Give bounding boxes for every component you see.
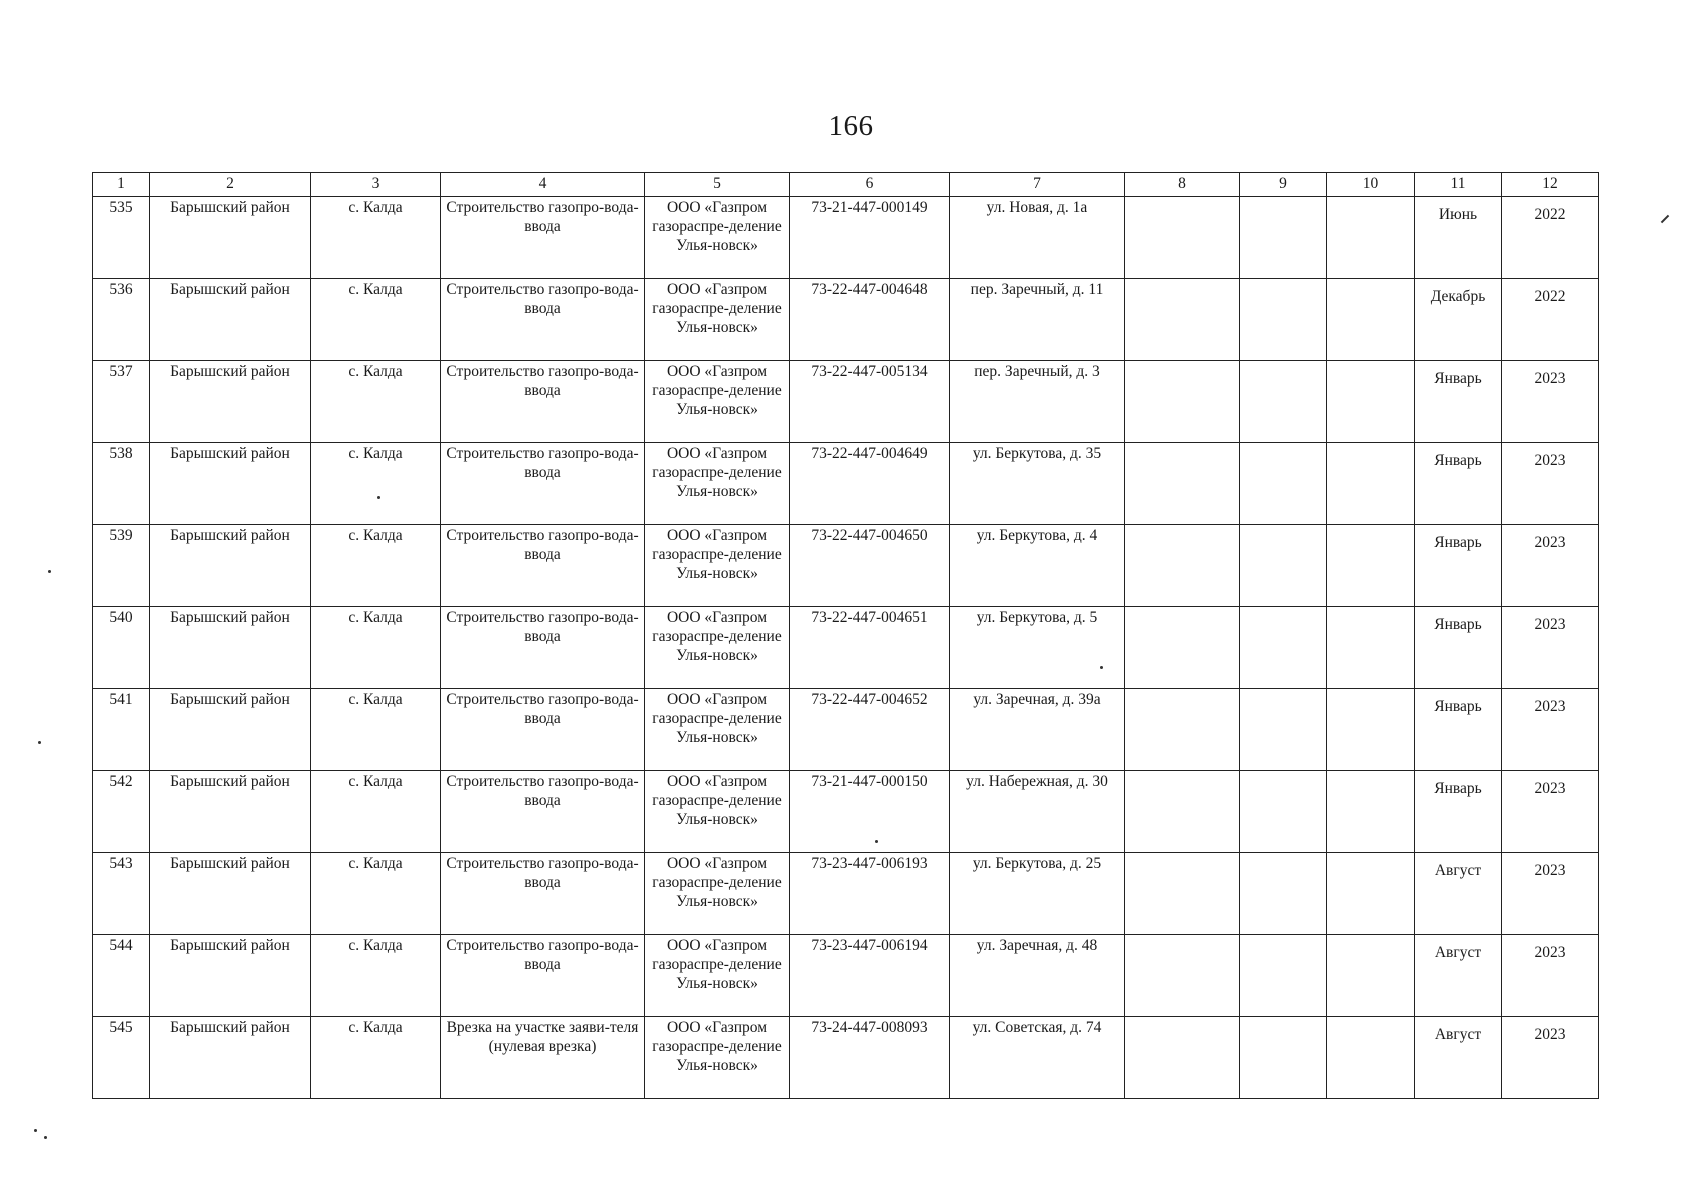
organization-cell: ООО «Газпром газораспре-деление Улья-новск»: [645, 935, 790, 1017]
column-10-cell: [1327, 279, 1415, 361]
column-header: 10: [1327, 173, 1415, 197]
table-row: [93, 197, 1599, 279]
column-header: 1: [93, 173, 150, 197]
table-row: [93, 1017, 1599, 1099]
district-cell: Барышский район: [150, 443, 311, 525]
code-cell: 73-23-447-006193: [790, 853, 950, 935]
table-row: [93, 771, 1599, 853]
year-cell: 2022: [1502, 197, 1599, 279]
settlement-cell: с. Калда: [311, 279, 441, 361]
column-10-cell: [1327, 1017, 1415, 1099]
year-cell: 2023: [1502, 1017, 1599, 1099]
address-cell: ул. Новая, д. 1а: [950, 197, 1125, 279]
column-10-cell: [1327, 361, 1415, 443]
month-cell: Январь: [1415, 443, 1502, 525]
work-type-cell: Строительство газопро-вода-ввода: [441, 279, 645, 361]
district-cell: Барышский район: [150, 689, 311, 771]
column-8-cell: [1125, 853, 1240, 935]
column-9-cell: [1240, 689, 1327, 771]
scan-mark: [875, 840, 878, 843]
row-number: 541: [93, 689, 150, 771]
row-number: 544: [93, 935, 150, 1017]
column-9-cell: [1240, 279, 1327, 361]
year-cell: 2022: [1502, 279, 1599, 361]
column-10-cell: [1327, 607, 1415, 689]
code-cell: 73-21-447-000149: [790, 197, 950, 279]
column-header: 2: [150, 173, 311, 197]
column-9-cell: [1240, 525, 1327, 607]
month-cell: Январь: [1415, 361, 1502, 443]
records-table: [92, 172, 1599, 1099]
year-cell: 2023: [1502, 771, 1599, 853]
row-number: 545: [93, 1017, 150, 1099]
work-type-cell: Строительство газопро-вода-ввода: [441, 443, 645, 525]
year-cell: 2023: [1502, 935, 1599, 1017]
table-row: [93, 689, 1599, 771]
organization-cell: ООО «Газпром газораспре-деление Улья-новск»: [645, 197, 790, 279]
district-cell: Барышский район: [150, 197, 311, 279]
column-9-cell: [1240, 361, 1327, 443]
column-8-cell: [1125, 935, 1240, 1017]
table-row: [93, 525, 1599, 607]
address-cell: ул. Беркутова, д. 5: [950, 607, 1125, 689]
table-row: [93, 853, 1599, 935]
code-cell: 73-22-447-004651: [790, 607, 950, 689]
address-cell: ул. Советская, д. 74: [950, 1017, 1125, 1099]
month-cell: Январь: [1415, 771, 1502, 853]
row-number: 538: [93, 443, 150, 525]
code-cell: 73-22-447-004650: [790, 525, 950, 607]
work-type-cell: Строительство газопро-вода-ввода: [441, 361, 645, 443]
column-header: 8: [1125, 173, 1240, 197]
code-cell: 73-22-447-004649: [790, 443, 950, 525]
table-row: [93, 279, 1599, 361]
district-cell: Барышский район: [150, 607, 311, 689]
column-8-cell: [1125, 525, 1240, 607]
row-number: 539: [93, 525, 150, 607]
organization-cell: ООО «Газпром газораспре-деление Улья-новск»: [645, 853, 790, 935]
column-10-cell: [1327, 197, 1415, 279]
column-header: 4: [441, 173, 645, 197]
address-cell: пер. Заречный, д. 3: [950, 361, 1125, 443]
address-cell: ул. Заречная, д. 48: [950, 935, 1125, 1017]
column-8-cell: [1125, 689, 1240, 771]
district-cell: Барышский район: [150, 771, 311, 853]
scan-mark: [377, 496, 380, 499]
column-header: 12: [1502, 173, 1599, 197]
column-10-cell: [1327, 525, 1415, 607]
organization-cell: ООО «Газпром газораспре-деление Улья-новск»: [645, 525, 790, 607]
column-header: 11: [1415, 173, 1502, 197]
settlement-cell: с. Калда: [311, 607, 441, 689]
column-9-cell: [1240, 853, 1327, 935]
work-type-cell: Строительство газопро-вода-ввода: [441, 197, 645, 279]
district-cell: Барышский район: [150, 1017, 311, 1099]
month-cell: Январь: [1415, 689, 1502, 771]
row-number: 540: [93, 607, 150, 689]
settlement-cell: с. Калда: [311, 853, 441, 935]
column-10-cell: [1327, 443, 1415, 525]
district-cell: Барышский район: [150, 525, 311, 607]
year-cell: 2023: [1502, 853, 1599, 935]
address-cell: ул. Заречная, д. 39а: [950, 689, 1125, 771]
column-9-cell: [1240, 443, 1327, 525]
column-header: 6: [790, 173, 950, 197]
month-cell: Январь: [1415, 525, 1502, 607]
organization-cell: ООО «Газпром газораспре-деление Улья-новск»: [645, 443, 790, 525]
address-cell: ул. Беркутова, д. 25: [950, 853, 1125, 935]
column-9-cell: [1240, 935, 1327, 1017]
column-8-cell: [1125, 607, 1240, 689]
scan-mark: [38, 741, 41, 744]
table-row: [93, 935, 1599, 1017]
code-cell: 73-24-447-008093: [790, 1017, 950, 1099]
row-number: 542: [93, 771, 150, 853]
code-cell: 73-22-447-004648: [790, 279, 950, 361]
organization-cell: ООО «Газпром газораспре-деление Улья-новск»: [645, 1017, 790, 1099]
district-cell: Барышский район: [150, 853, 311, 935]
column-header: 7: [950, 173, 1125, 197]
settlement-cell: с. Калда: [311, 935, 441, 1017]
code-cell: 73-21-447-000150: [790, 771, 950, 853]
work-type-cell: Строительство газопро-вода-ввода: [441, 607, 645, 689]
organization-cell: ООО «Газпром газораспре-деление Улья-новск»: [645, 279, 790, 361]
settlement-cell: с. Калда: [311, 689, 441, 771]
address-cell: ул. Беркутова, д. 4: [950, 525, 1125, 607]
code-cell: 73-22-447-005134: [790, 361, 950, 443]
column-9-cell: [1240, 607, 1327, 689]
scan-mark: [48, 570, 51, 573]
month-cell: Декабрь: [1415, 279, 1502, 361]
column-10-cell: [1327, 935, 1415, 1017]
organization-cell: ООО «Газпром газораспре-деление Улья-новск»: [645, 607, 790, 689]
year-cell: 2023: [1502, 525, 1599, 607]
year-cell: 2023: [1502, 443, 1599, 525]
row-number: 537: [93, 361, 150, 443]
row-number: 536: [93, 279, 150, 361]
address-cell: ул. Беркутова, д. 35: [950, 443, 1125, 525]
settlement-cell: с. Калда: [311, 771, 441, 853]
month-cell: Июнь: [1415, 197, 1502, 279]
settlement-cell: с. Калда: [311, 443, 441, 525]
month-cell: Август: [1415, 1017, 1502, 1099]
organization-cell: ООО «Газпром газораспре-деление Улья-новск»: [645, 689, 790, 771]
work-type-cell: Врезка на участке заяви-теля (нулевая врезка): [441, 1017, 645, 1099]
scan-mark: [1661, 215, 1669, 223]
work-type-cell: Строительство газопро-вода-ввода: [441, 689, 645, 771]
row-number: 543: [93, 853, 150, 935]
organization-cell: ООО «Газпром газораспре-деление Улья-новск»: [645, 771, 790, 853]
table-body: [93, 197, 1599, 1099]
month-cell: Август: [1415, 935, 1502, 1017]
table-row: [93, 607, 1599, 689]
column-9-cell: [1240, 771, 1327, 853]
address-cell: пер. Заречный, д. 11: [950, 279, 1125, 361]
column-8-cell: [1125, 771, 1240, 853]
column-8-cell: [1125, 443, 1240, 525]
scan-mark: [34, 1129, 37, 1132]
district-cell: Барышский район: [150, 279, 311, 361]
column-number-row: [93, 173, 1599, 197]
column-9-cell: [1240, 1017, 1327, 1099]
column-10-cell: [1327, 689, 1415, 771]
year-cell: 2023: [1502, 607, 1599, 689]
organization-cell: ООО «Газпром газораспре-деление Улья-новск»: [645, 361, 790, 443]
scan-mark: [44, 1136, 47, 1139]
table-row: [93, 443, 1599, 525]
year-cell: 2023: [1502, 689, 1599, 771]
work-type-cell: Строительство газопро-вода-ввода: [441, 853, 645, 935]
row-number: 535: [93, 197, 150, 279]
page-number: 166: [828, 110, 874, 142]
column-8-cell: [1125, 197, 1240, 279]
column-8-cell: [1125, 279, 1240, 361]
district-cell: Барышский район: [150, 361, 311, 443]
settlement-cell: с. Калда: [311, 1017, 441, 1099]
year-cell: 2023: [1502, 361, 1599, 443]
code-cell: 73-23-447-006194: [790, 935, 950, 1017]
column-8-cell: [1125, 1017, 1240, 1099]
district-cell: Барышский район: [150, 935, 311, 1017]
scan-mark: [1100, 666, 1103, 669]
month-cell: Январь: [1415, 607, 1502, 689]
column-header: 5: [645, 173, 790, 197]
work-type-cell: Строительство газопро-вода-ввода: [441, 935, 645, 1017]
work-type-cell: Строительство газопро-вода-ввода: [441, 771, 645, 853]
column-header: 9: [1240, 173, 1327, 197]
code-cell: 73-22-447-004652: [790, 689, 950, 771]
column-10-cell: [1327, 771, 1415, 853]
column-10-cell: [1327, 853, 1415, 935]
work-type-cell: Строительство газопро-вода-ввода: [441, 525, 645, 607]
settlement-cell: с. Калда: [311, 525, 441, 607]
month-cell: Август: [1415, 853, 1502, 935]
settlement-cell: с. Калда: [311, 197, 441, 279]
column-header: 3: [311, 173, 441, 197]
address-cell: ул. Набережная, д. 30: [950, 771, 1125, 853]
column-9-cell: [1240, 197, 1327, 279]
column-8-cell: [1125, 361, 1240, 443]
settlement-cell: с. Калда: [311, 361, 441, 443]
table-row: [93, 361, 1599, 443]
